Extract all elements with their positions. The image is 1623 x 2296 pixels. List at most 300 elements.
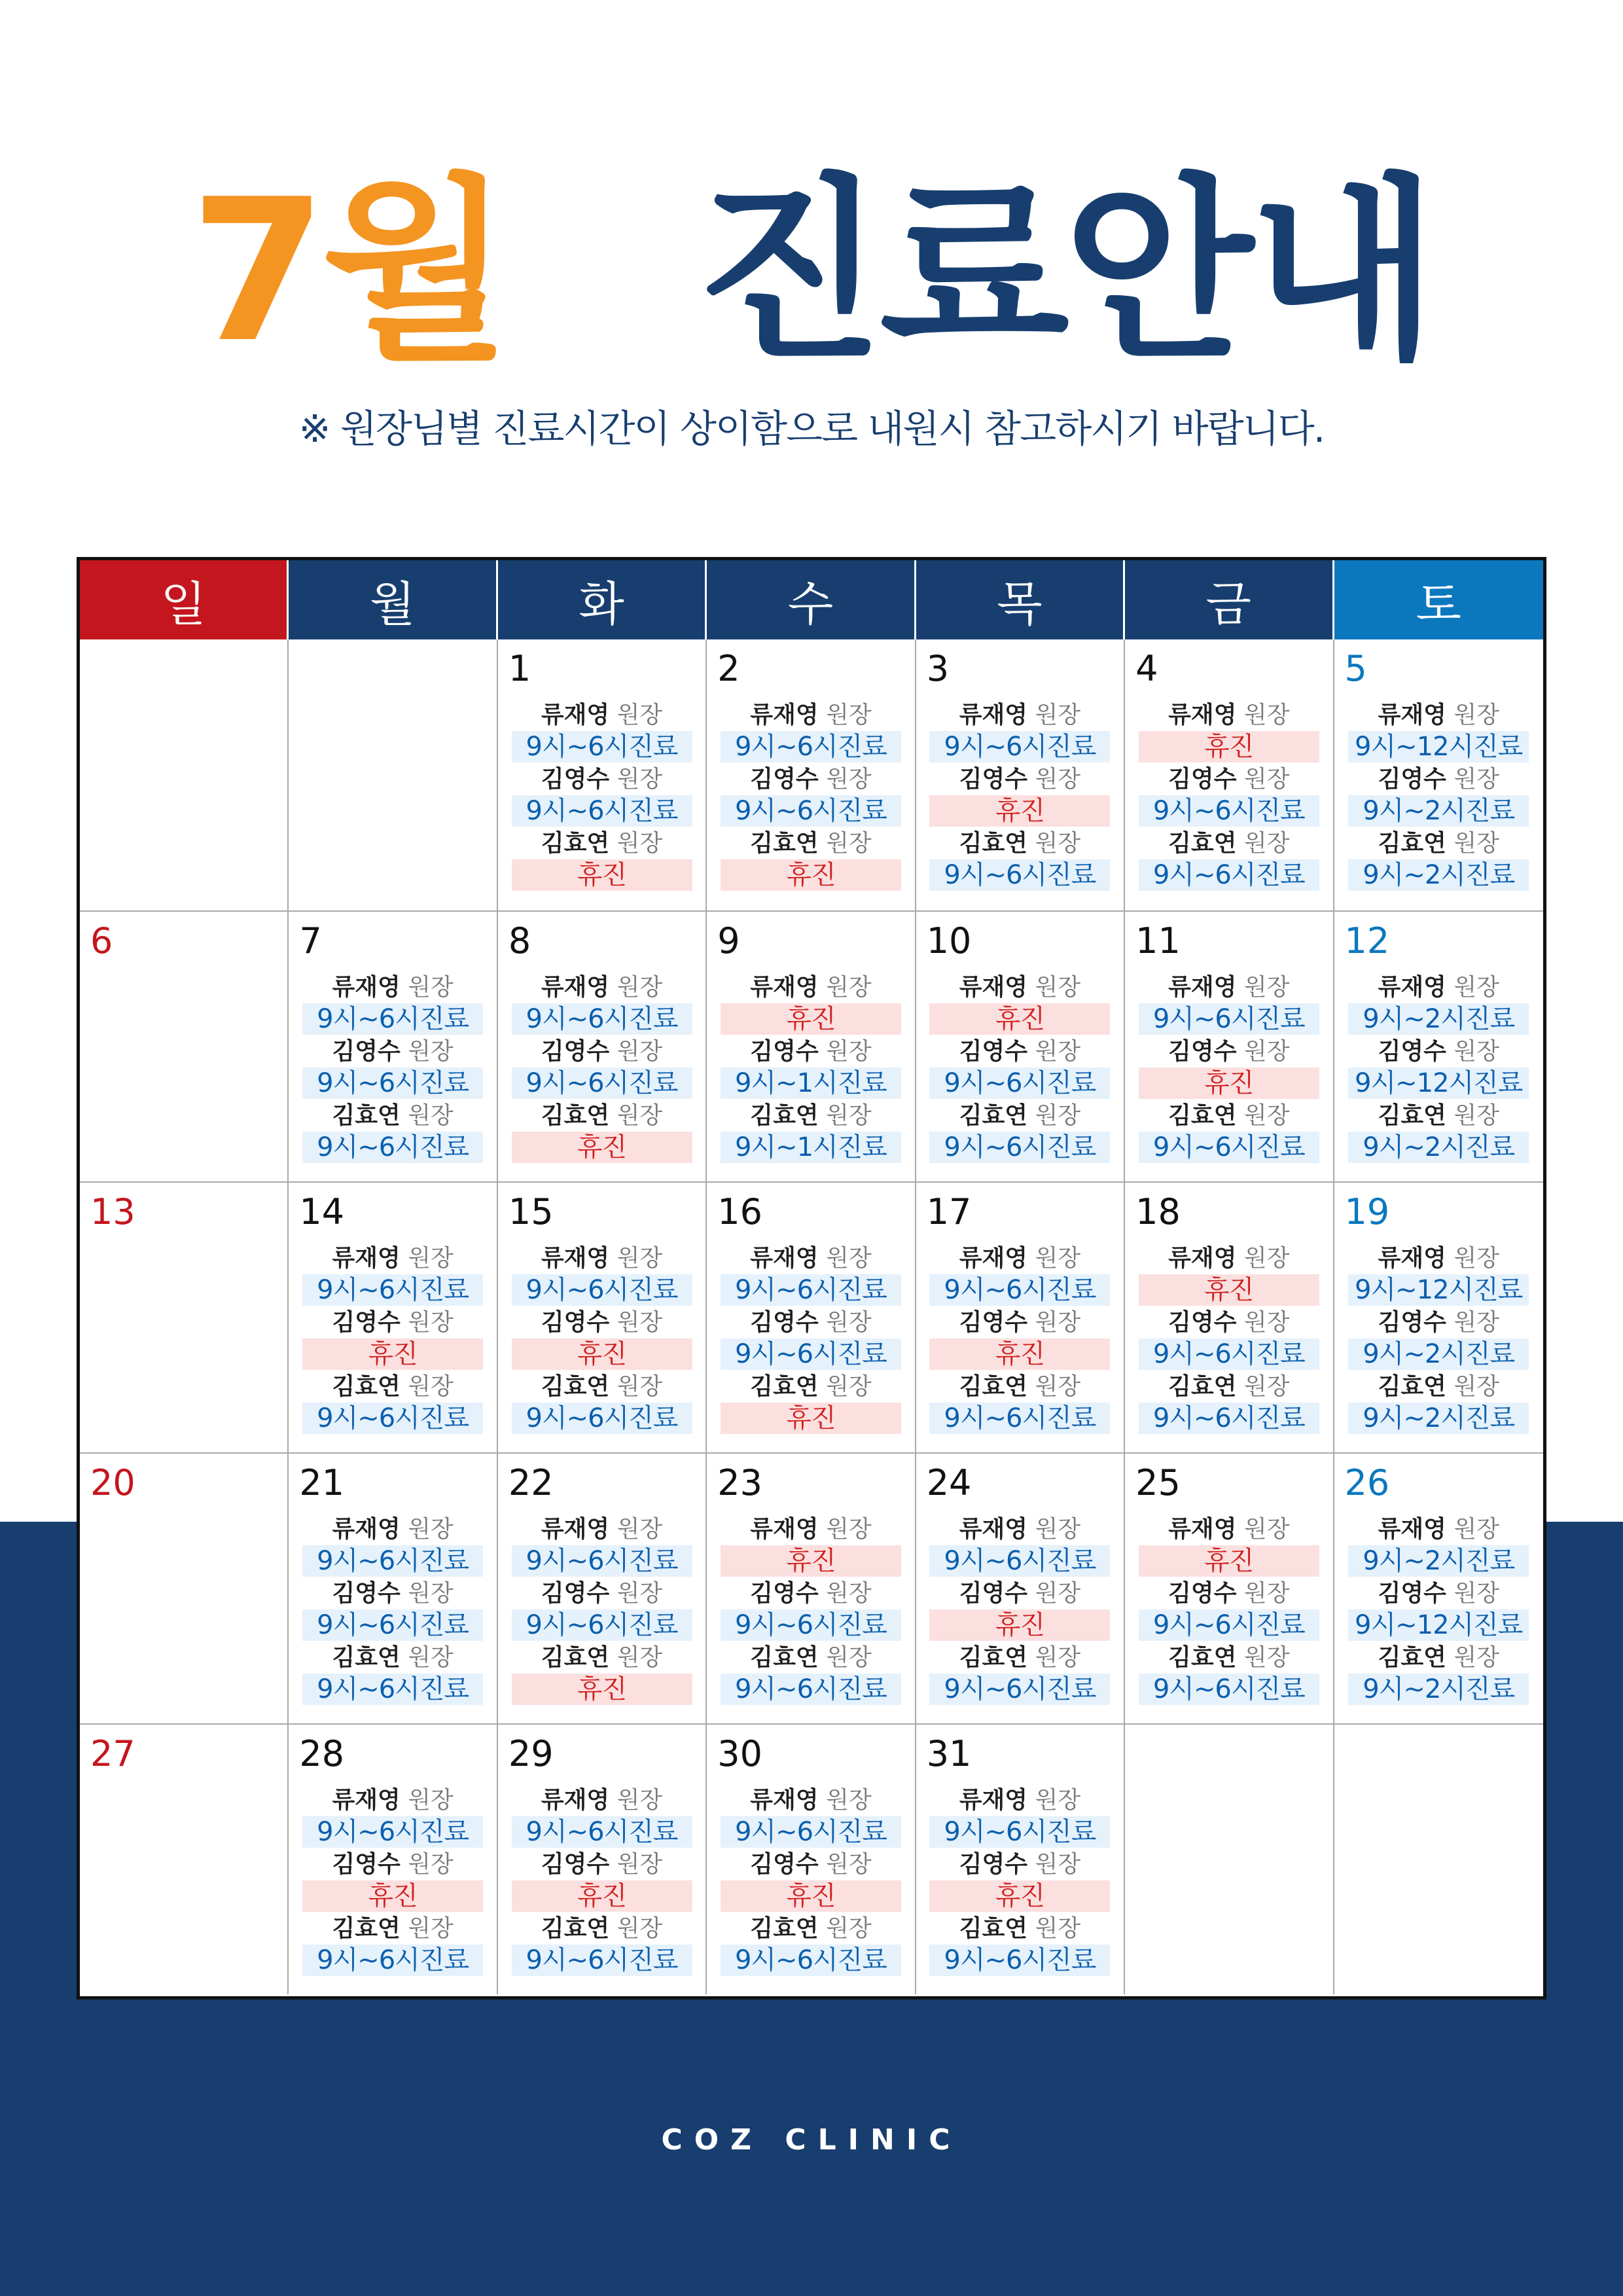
doctor-name-row: [541, 1036, 662, 1067]
schedule-calendar: [77, 557, 1546, 2000]
doctor-name: 김영수: [541, 1580, 610, 1607]
working-hours-badge: 9시~6시진료: [302, 1545, 483, 1577]
doctor-name-row: [541, 1785, 662, 1816]
working-hours-badge: 9시~6시진료: [929, 1674, 1110, 1705]
doctor-name: 김영수: [541, 1309, 610, 1336]
doctor-title: 원장: [616, 1102, 663, 1129]
doctor-title: 원장: [1035, 1580, 1081, 1607]
doctor-title: 원장: [1035, 1309, 1081, 1336]
doctor-schedule-list: [707, 972, 914, 1164]
working-hours-badge: 9시~6시진료: [302, 1674, 483, 1705]
day-number: 1: [508, 648, 531, 689]
calendar-day-cell: [1125, 1725, 1334, 1994]
doctor-schedule-list: [1125, 1514, 1332, 1706]
doctor-title: 원장: [408, 1644, 454, 1671]
doctor-schedule-list: [707, 1243, 914, 1435]
doctor-title: 원장: [408, 1373, 454, 1400]
doctor-title: 원장: [1243, 1516, 1290, 1543]
doctor-name: 김영수: [541, 1851, 610, 1878]
doctor-name-row: [750, 1642, 871, 1674]
doctor-name-row: [541, 972, 662, 1003]
day-number: 22: [508, 1462, 554, 1503]
working-hours-badge: 9시~2시진료: [1348, 1403, 1529, 1434]
calendar-week: [80, 639, 1543, 910]
calendar-day-cell: [80, 1454, 289, 1723]
working-hours-badge: 9시~12시진료: [1348, 731, 1529, 762]
doctor-name: 김영수: [750, 1580, 819, 1607]
calendar-day-cell: [289, 912, 497, 1181]
day-number: 17: [926, 1191, 972, 1232]
calendar-day-cell: [1125, 1454, 1334, 1723]
day-number: 24: [926, 1462, 972, 1503]
working-hours-badge: 9시~6시진료: [1139, 1609, 1319, 1641]
weekday-header: [80, 560, 1543, 639]
doctor-name-row: [750, 1849, 871, 1880]
doctor-name: 김효연: [750, 1102, 819, 1129]
doctor-name-row: [541, 1642, 662, 1674]
doctor-name-row: [750, 1243, 871, 1274]
working-hours-badge: 9시~6시진료: [929, 1403, 1110, 1434]
doctor-name-row: [750, 972, 871, 1003]
doctor-title: 원장: [408, 1309, 454, 1336]
doctor-name-row: [332, 1849, 453, 1880]
doctor-name-row: [332, 1036, 453, 1067]
doctor-name-row: [1168, 1243, 1289, 1274]
doctor-schedule-list: [916, 700, 1124, 892]
doctor-title: 원장: [1035, 766, 1081, 793]
doctor-name-row: [332, 1307, 453, 1338]
calendar-week: [80, 1723, 1543, 1994]
day-number: 14: [299, 1191, 345, 1232]
day-number: 2: [717, 648, 740, 689]
doctor-name: 류재영: [541, 1787, 610, 1814]
day-off-badge: 휴진: [721, 1545, 901, 1577]
doctor-title: 원장: [1035, 1516, 1081, 1543]
doctor-title: 원장: [408, 1102, 454, 1129]
doctor-name: 김효연: [1378, 1102, 1446, 1129]
doctor-name: 류재영: [1378, 702, 1446, 728]
doctor-name: 류재영: [750, 1787, 819, 1814]
doctor-name-row: [959, 972, 1080, 1003]
working-hours-badge: 9시~6시진료: [721, 1816, 901, 1848]
doctor-name: 김효연: [332, 1102, 401, 1129]
doctor-title: 원장: [1035, 830, 1081, 857]
doctor-name-row: [1378, 1307, 1499, 1338]
weekday-header-cell: 월: [289, 560, 497, 639]
doctor-name-row: [541, 1913, 662, 1945]
doctor-name-row: [1378, 1642, 1499, 1674]
doctor-title: 원장: [1035, 1038, 1081, 1065]
doctor-name: 류재영: [1168, 1245, 1237, 1272]
doctor-name: 류재영: [541, 1245, 610, 1272]
working-hours-badge: 9시~12시진료: [1348, 1274, 1529, 1306]
calendar-day-cell: [498, 639, 707, 910]
day-number: 13: [90, 1191, 135, 1232]
doctor-title: 원장: [1454, 1038, 1499, 1065]
working-hours-badge: 9시~6시진료: [721, 731, 901, 762]
doctor-name-row: [1168, 1036, 1289, 1067]
title-month: 7월: [190, 157, 506, 386]
doctor-name-row: [332, 1243, 453, 1274]
calendar-day-cell: [289, 1183, 497, 1452]
doctor-name-row: [750, 764, 871, 795]
working-hours-badge: 9시~12시진료: [1348, 1067, 1529, 1099]
doctor-schedule-list: [289, 1243, 496, 1435]
doctor-name: 김효연: [1168, 1373, 1237, 1400]
working-hours-badge: 9시~2시진료: [1348, 1338, 1529, 1370]
doctor-schedule-list: [1125, 700, 1332, 892]
doctor-title: 원장: [408, 1245, 454, 1272]
doctor-name: 류재영: [959, 1787, 1028, 1814]
calendar-day-cell: [707, 1454, 916, 1723]
doctor-name: 류재영: [332, 1516, 401, 1543]
doctor-name: 김영수: [332, 1038, 401, 1065]
doctor-title: 원장: [616, 830, 663, 857]
day-off-badge: 휴진: [1139, 1545, 1319, 1577]
doctor-title: 원장: [1243, 830, 1290, 857]
day-number: 15: [508, 1191, 554, 1232]
doctor-title: 원장: [408, 1516, 454, 1543]
day-off-badge: 휴진: [929, 1003, 1110, 1035]
doctor-name: 김영수: [959, 1580, 1028, 1607]
calendar-day-cell: [289, 1725, 497, 1994]
working-hours-badge: 9시~6시진료: [929, 859, 1110, 891]
doctor-name: 김효연: [1168, 830, 1237, 857]
doctor-title: 원장: [616, 1038, 663, 1065]
working-hours-badge: 9시~6시진료: [512, 1274, 692, 1306]
day-number: 31: [926, 1733, 972, 1774]
doctor-name: 김효연: [332, 1373, 401, 1400]
day-off-badge: 휴진: [721, 1403, 901, 1434]
weekday-header-cell: 목: [916, 560, 1125, 639]
working-hours-badge: 9시~6시진료: [721, 795, 901, 827]
day-number: 4: [1135, 648, 1158, 689]
doctor-title: 원장: [616, 1644, 663, 1671]
day-off-badge: 휴진: [721, 1003, 901, 1035]
doctor-name-row: [1378, 1578, 1499, 1609]
doctor-name-row: [750, 1514, 871, 1545]
day-number: 9: [717, 920, 740, 961]
doctor-name: 류재영: [750, 974, 819, 1001]
doctor-name-row: [750, 1036, 871, 1067]
doctor-title: 원장: [1454, 1102, 1499, 1129]
doctor-name: 류재영: [750, 702, 819, 728]
doctor-title: 원장: [1454, 830, 1499, 857]
doctor-name-row: [750, 1913, 871, 1945]
calendar-day-cell: [1334, 912, 1543, 1181]
doctor-title: 원장: [826, 1245, 872, 1272]
doctor-name-row: [959, 828, 1080, 859]
working-hours-badge: 9시~6시진료: [929, 1545, 1110, 1577]
doctor-name: 류재영: [1378, 974, 1446, 1001]
doctor-schedule-list: [916, 1243, 1124, 1435]
doctor-name: 김영수: [1168, 1580, 1237, 1607]
doctor-name-row: [541, 828, 662, 859]
doctor-name-row: [332, 1371, 453, 1403]
doctor-schedule-list: [1125, 1243, 1332, 1435]
doctor-title: 원장: [826, 1580, 872, 1607]
doctor-title: 원장: [826, 1787, 872, 1814]
calendar-day-cell: [916, 1183, 1125, 1452]
doctor-name-row: [541, 1849, 662, 1880]
day-number: 10: [926, 920, 972, 961]
doctor-schedule-list: [289, 972, 496, 1164]
doctor-name-row: [332, 1100, 453, 1132]
doctor-name-row: [1378, 700, 1499, 731]
working-hours-badge: 9시~6시진료: [721, 1945, 901, 1976]
doctor-schedule-list: [707, 700, 914, 892]
day-number: 18: [1135, 1191, 1181, 1232]
weekday-header-cell: 토: [1334, 560, 1543, 639]
doctor-name-row: [541, 700, 662, 731]
doctor-title: 원장: [1243, 702, 1290, 728]
weekday-header-cell: 수: [707, 560, 916, 639]
doctor-title: 원장: [1243, 1644, 1290, 1671]
doctor-name: 류재영: [332, 1245, 401, 1272]
doctor-name: 김효연: [750, 830, 819, 857]
doctor-title: 원장: [1454, 1245, 1499, 1272]
calendar-day-cell: [916, 1454, 1125, 1723]
doctor-title: 원장: [1243, 1373, 1290, 1400]
calendar-day-cell: [916, 1725, 1125, 1994]
day-off-badge: 휴진: [302, 1880, 483, 1912]
doctor-title: 원장: [616, 1309, 663, 1336]
working-hours-badge: 9시~6시진료: [721, 1274, 901, 1306]
doctor-name: 김효연: [1168, 1644, 1237, 1671]
clinic-brand: COZ CLINIC: [661, 2123, 962, 2157]
doctor-schedule-list: [916, 1514, 1124, 1706]
doctor-name-row: [959, 1642, 1080, 1674]
doctor-schedule-list: [1125, 972, 1332, 1164]
calendar-day-cell: [1334, 1725, 1543, 1994]
doctor-name: 김영수: [1168, 766, 1237, 793]
doctor-name: 류재영: [1378, 1516, 1446, 1543]
working-hours-badge: 9시~6시진료: [512, 795, 692, 827]
doctor-name-row: [750, 1578, 871, 1609]
doctor-name: 김효연: [1378, 830, 1446, 857]
doctor-name: 김효연: [1378, 1373, 1446, 1400]
doctor-title: 원장: [1035, 702, 1081, 728]
doctor-name: 김효연: [1168, 1102, 1237, 1129]
doctor-name-row: [1378, 1371, 1499, 1403]
doctor-title: 원장: [826, 1915, 872, 1942]
doctor-title: 원장: [616, 766, 663, 793]
day-off-badge: 휴진: [929, 1880, 1110, 1912]
doctor-title: 원장: [1035, 1851, 1081, 1878]
doctor-name: 김영수: [750, 1851, 819, 1878]
working-hours-badge: 9시~6시진료: [721, 1674, 901, 1705]
calendar-day-cell: [1334, 1454, 1543, 1723]
doctor-title: 원장: [1243, 1102, 1290, 1129]
doctor-title: 원장: [1035, 1102, 1081, 1129]
doctor-title: 원장: [826, 1851, 872, 1878]
doctor-name-row: [1168, 764, 1289, 795]
calendar-day-cell: [1334, 1183, 1543, 1452]
day-off-badge: 휴진: [721, 1880, 901, 1912]
doctor-title: 원장: [1454, 702, 1499, 728]
day-number: 7: [299, 920, 322, 961]
doctor-name: 류재영: [959, 702, 1028, 728]
doctor-title: 원장: [826, 702, 872, 728]
doctor-name-row: [959, 700, 1080, 731]
working-hours-badge: 9시~12시진료: [1348, 1609, 1529, 1641]
working-hours-badge: 9시~6시진료: [302, 1274, 483, 1306]
doctor-title: 원장: [1035, 1787, 1081, 1814]
doctor-title: 원장: [408, 1915, 454, 1942]
doctor-name: 김영수: [1378, 766, 1446, 793]
doctor-title: 원장: [408, 1038, 454, 1065]
doctor-name-row: [541, 1578, 662, 1609]
doctor-title: 원장: [826, 1644, 872, 1671]
doctor-name-row: [959, 1307, 1080, 1338]
doctor-title: 원장: [1454, 1516, 1499, 1543]
calendar-day-cell: [498, 1725, 707, 1994]
doctor-name-row: [332, 1578, 453, 1609]
doctor-name: 김영수: [750, 766, 819, 793]
calendar-day-cell: [1125, 639, 1334, 910]
doctor-name: 류재영: [332, 974, 401, 1001]
doctor-name: 김효연: [750, 1373, 819, 1400]
doctor-name-row: [1168, 1307, 1289, 1338]
doctor-title: 원장: [1243, 1245, 1290, 1272]
working-hours-badge: 9시~6시진료: [512, 1945, 692, 1976]
working-hours-badge: 9시~2시진료: [1348, 1674, 1529, 1705]
doctor-name: 류재영: [1168, 974, 1237, 1001]
doctor-title: 원장: [1454, 974, 1499, 1001]
calendar-day-cell: [80, 1725, 289, 1994]
doctor-schedule-list: [289, 1514, 496, 1706]
doctor-title: 원장: [826, 1516, 872, 1543]
doctor-name: 김효연: [541, 1373, 610, 1400]
doctor-name-row: [959, 1913, 1080, 1945]
doctor-title: 원장: [616, 1580, 663, 1607]
working-hours-badge: 9시~6시진료: [1139, 795, 1319, 827]
doctor-name-row: [541, 1100, 662, 1132]
doctor-name: 김영수: [332, 1580, 401, 1607]
doctor-name-row: [959, 1036, 1080, 1067]
working-hours-badge: 9시~6시진료: [929, 1067, 1110, 1099]
doctor-name: 김효연: [541, 1915, 610, 1942]
calendar-grid: [80, 639, 1543, 1994]
working-hours-badge: 9시~6시진료: [1139, 859, 1319, 891]
doctor-schedule-list: [916, 1785, 1124, 1977]
doctor-name: 류재영: [959, 1245, 1028, 1272]
working-hours-badge: 9시~6시진료: [929, 1945, 1110, 1976]
doctor-title: 원장: [616, 1915, 663, 1942]
day-number: 27: [90, 1733, 135, 1774]
day-number: 16: [717, 1191, 762, 1232]
doctor-name-row: [1168, 828, 1289, 859]
day-number: 25: [1135, 1462, 1181, 1503]
doctor-name: 김효연: [959, 830, 1028, 857]
doctor-name: 류재영: [1168, 702, 1237, 728]
doctor-name-row: [332, 1785, 453, 1816]
day-number: 23: [717, 1462, 762, 1503]
day-off-badge: 휴진: [929, 1609, 1110, 1641]
doctor-schedule-list: [498, 1243, 705, 1435]
calendar-day-cell: [80, 1183, 289, 1452]
doctor-name: 류재영: [959, 974, 1028, 1001]
weekday-header-cell: 금: [1125, 560, 1334, 639]
doctor-name: 김영수: [959, 1038, 1028, 1065]
doctor-name: 김영수: [541, 766, 610, 793]
working-hours-badge: 9시~2시진료: [1348, 1003, 1529, 1035]
doctor-name-row: [1378, 1036, 1499, 1067]
day-off-badge: 휴진: [512, 1132, 692, 1163]
doctor-name-row: [750, 828, 871, 859]
doctor-title: 원장: [616, 1245, 663, 1272]
doctor-name-row: [1168, 1100, 1289, 1132]
doctor-name: 류재영: [541, 974, 610, 1001]
doctor-schedule-list: [1334, 700, 1543, 892]
doctor-title: 원장: [826, 1038, 872, 1065]
calendar-day-cell: [1125, 1183, 1334, 1452]
doctor-name: 류재영: [1168, 1516, 1237, 1543]
doctor-title: 원장: [1035, 1644, 1081, 1671]
working-hours-badge: 9시~6시진료: [929, 731, 1110, 762]
doctor-name: 류재영: [959, 1516, 1028, 1543]
doctor-name-row: [750, 1785, 871, 1816]
working-hours-badge: 9시~6시진료: [929, 1274, 1110, 1306]
doctor-name: 김효연: [541, 830, 610, 857]
calendar-day-cell: [707, 639, 916, 910]
working-hours-badge: 9시~6시진료: [512, 1067, 692, 1099]
doctor-name: 류재영: [750, 1245, 819, 1272]
doctor-name-row: [959, 1100, 1080, 1132]
working-hours-badge: 9시~6시진료: [721, 1338, 901, 1370]
notice-subtitle: ※ 원장님별 진료시간이 상이함으로 내원시 참고하시기 바랍니다.: [298, 406, 1325, 451]
doctor-name: 김영수: [750, 1309, 819, 1336]
calendar-day-cell: [498, 1183, 707, 1452]
day-number: 12: [1344, 920, 1390, 961]
doctor-name-row: [332, 1642, 453, 1674]
day-off-badge: 휴진: [1139, 1274, 1319, 1306]
doctor-name-row: [959, 764, 1080, 795]
page-title: [0, 157, 1623, 386]
doctor-name: 김효연: [541, 1102, 610, 1129]
title-text: 진료안내: [695, 157, 1433, 386]
doctor-name-row: [959, 1849, 1080, 1880]
doctor-name-row: [959, 1243, 1080, 1274]
doctor-schedule-list: [916, 972, 1124, 1164]
doctor-name: 김영수: [959, 1851, 1028, 1878]
doctor-title: 원장: [408, 974, 454, 1001]
doctor-title: 원장: [826, 1102, 872, 1129]
doctor-title: 원장: [1035, 974, 1081, 1001]
calendar-day-cell: [916, 912, 1125, 1181]
working-hours-badge: 9시~6시진료: [302, 1609, 483, 1641]
doctor-title: 원장: [1243, 974, 1290, 1001]
working-hours-badge: 9시~6시진료: [1139, 1403, 1319, 1434]
doctor-title: 원장: [1035, 1373, 1081, 1400]
day-number: 3: [926, 648, 950, 689]
doctor-name-row: [750, 1371, 871, 1403]
doctor-schedule-list: [498, 972, 705, 1164]
doctor-name: 김효연: [541, 1644, 610, 1671]
doctor-title: 원장: [1035, 1915, 1081, 1942]
doctor-name: 김효연: [750, 1915, 819, 1942]
working-hours-badge: 9시~6시진료: [929, 1816, 1110, 1848]
doctor-title: 원장: [616, 1787, 663, 1814]
calendar-day-cell: [916, 639, 1125, 910]
doctor-name: 김영수: [959, 766, 1028, 793]
working-hours-badge: 9시~6시진료: [302, 1403, 483, 1434]
doctor-schedule-list: [498, 1785, 705, 1977]
doctor-title: 원장: [616, 974, 663, 1001]
doctor-name-row: [1378, 828, 1499, 859]
doctor-name-row: [1378, 1100, 1499, 1132]
doctor-title: 원장: [1454, 1580, 1499, 1607]
